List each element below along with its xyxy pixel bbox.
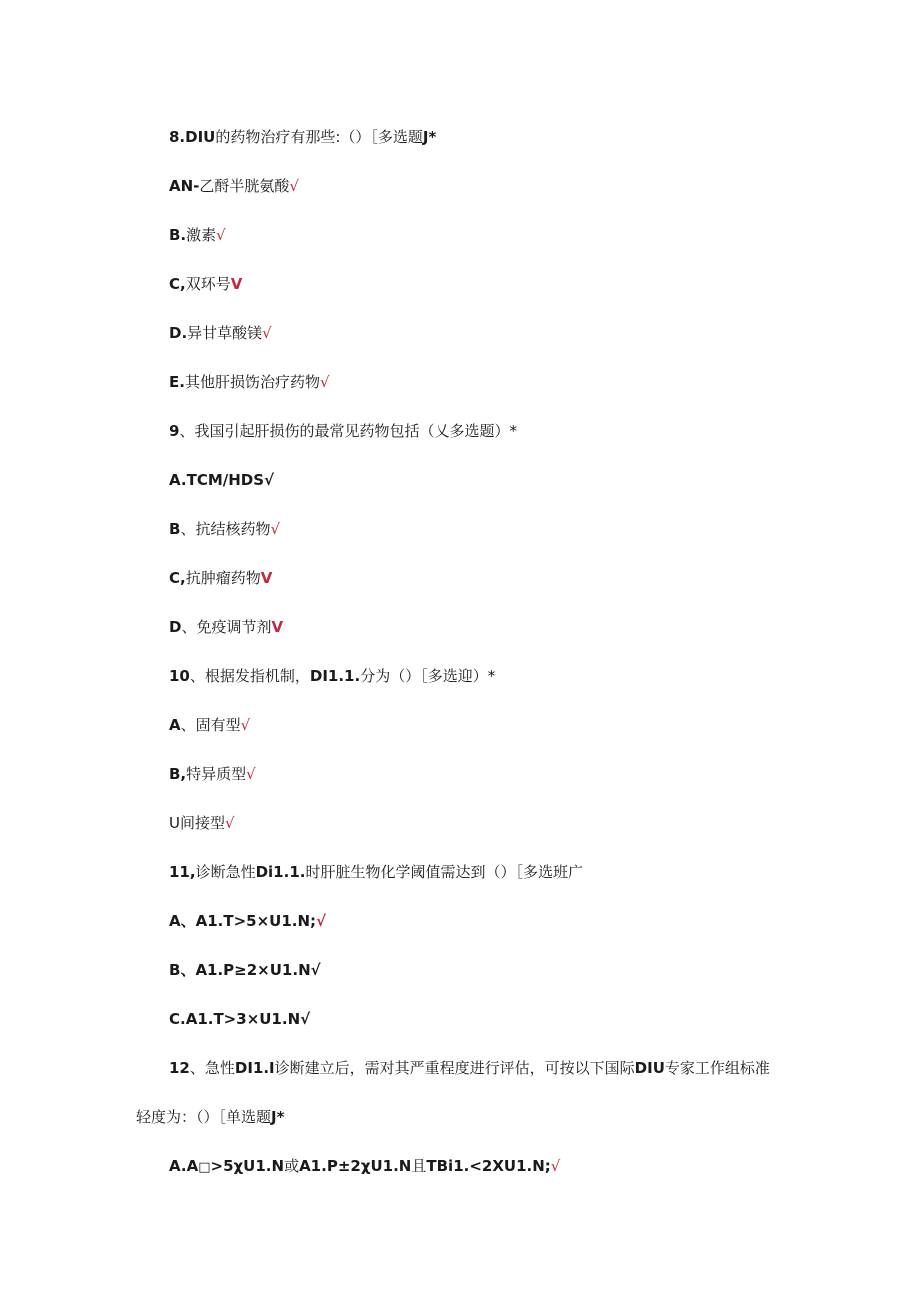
check-mark-icon: √: [240, 716, 251, 734]
question-term: DI1.I: [234, 1059, 275, 1077]
question-term: DI1.1.: [309, 667, 361, 685]
option-text: 且: [411, 1157, 427, 1175]
option-11-a: [169, 911, 326, 931]
question-text: 诊断建立后，需对其严重程度进行评估，可按以下国际: [274, 1059, 635, 1077]
check-mark-icon: √: [316, 912, 327, 930]
option-text: 或: [284, 1157, 300, 1175]
question-12: [169, 1058, 770, 1078]
question-tail: J*: [422, 128, 437, 146]
option-label: B: [169, 520, 181, 538]
question-number: 8.DIU: [169, 128, 216, 146]
question-number: 11,: [169, 863, 196, 881]
question-8: [169, 127, 436, 147]
option-11-c: [169, 1009, 310, 1029]
option-9-b: [169, 519, 280, 539]
question-text: 、我国引起肝损伤的最常见药物包括（乂多选题）*: [179, 422, 517, 440]
question-number: 12: [169, 1059, 190, 1077]
check-mark-icon: √: [216, 226, 226, 244]
option-9-c: [169, 568, 272, 588]
question-text: 、根据发指机制，: [189, 667, 310, 685]
option-text: >5χU1.N: [210, 1157, 285, 1175]
option-text: TBi1.<2XU1.N;: [426, 1157, 551, 1175]
option-label: D: [169, 618, 182, 636]
check-mark-icon: V: [230, 275, 243, 293]
question-text: 时肝脏生物化学阈值需达到（）［多选班广: [305, 863, 583, 881]
option-text: 异甘草酸镁: [187, 324, 263, 342]
question-text: 专家工作组标准: [664, 1059, 770, 1077]
question-9: [169, 421, 517, 441]
question-term: DIU: [634, 1059, 665, 1077]
check-mark-icon: √: [224, 814, 235, 832]
check-mark-icon: √: [270, 520, 281, 538]
option-11-b: [169, 960, 321, 980]
check-mark-icon: √: [300, 1010, 311, 1028]
option-label: A: [169, 912, 181, 930]
check-mark-icon: √: [246, 765, 256, 783]
check-mark-icon: V: [271, 618, 284, 636]
option-label: AN-: [169, 177, 200, 195]
check-mark-icon: √: [319, 373, 330, 391]
option-text: 、免疫调节剂: [181, 618, 272, 636]
question-text: 的药物治疗有那些:（）［多选题: [215, 128, 423, 146]
check-mark-icon: √: [262, 324, 272, 342]
question-10: [169, 666, 495, 686]
question-text: 、急性: [189, 1059, 235, 1077]
option-text: 、抗结核药物: [180, 520, 271, 538]
option-text: 、固有型: [180, 716, 241, 734]
option-12-a: [169, 1156, 560, 1176]
option-text: 激素: [186, 226, 217, 244]
option-label: A: [169, 716, 181, 734]
option-8-a: [169, 176, 299, 196]
box-glyph-icon: □: [198, 1160, 211, 1175]
option-label: B.: [169, 226, 187, 244]
option-text: 、A1.P≥2×U1.N: [180, 961, 311, 979]
option-9-d: [169, 617, 283, 637]
option-text: 双环号: [185, 275, 231, 293]
option-8-b: [169, 225, 226, 245]
option-label: C,: [169, 569, 186, 587]
option-10-b: [169, 764, 256, 784]
check-mark-icon: √: [550, 1157, 561, 1175]
option-label: A.A: [169, 1157, 199, 1175]
option-label: C,: [169, 275, 186, 293]
option-8-e: [169, 372, 330, 392]
question-tail: J*: [271, 1108, 285, 1126]
option-10-a: [169, 715, 250, 735]
option-9-a: [169, 470, 274, 490]
option-label: B: [169, 961, 181, 979]
question-text: 诊断急性: [195, 863, 256, 881]
option-8-d: [169, 323, 272, 343]
check-mark-icon: V: [260, 569, 273, 587]
check-mark-icon: √: [289, 177, 299, 195]
question-12-continuation: [136, 1107, 284, 1127]
question-term: Di1.1.: [255, 863, 306, 881]
question-text: 分为（）［多选迎）*: [360, 667, 496, 685]
option-label: E.: [169, 373, 185, 391]
question-text: 轻度为：（）［单选题: [136, 1108, 272, 1126]
option-10-c: [169, 813, 235, 833]
question-number: 9: [169, 422, 180, 440]
option-text: 特异质型: [186, 765, 247, 783]
option-text: U间接型: [169, 814, 225, 832]
question-number: 10: [169, 667, 190, 685]
option-label: D.: [169, 324, 188, 342]
option-8-c: [169, 274, 242, 294]
option-label: A.TCM/HDS: [169, 471, 265, 489]
option-text: 其他肝损饬治疗药物: [184, 373, 320, 391]
option-text: 乙酹半胱氨酸: [199, 177, 290, 195]
option-text: A1.P±2χU1.N: [299, 1157, 412, 1175]
check-mark-icon: √: [264, 471, 275, 489]
option-label: B,: [169, 765, 187, 783]
option-text: 抗肿瘤药物: [185, 569, 261, 587]
option-label: C.A1.T>3×U1.N: [169, 1010, 301, 1028]
question-11: [169, 862, 583, 882]
option-text: 、A1.T>5×U1.N;: [180, 912, 317, 930]
check-mark-icon: √: [310, 961, 321, 979]
